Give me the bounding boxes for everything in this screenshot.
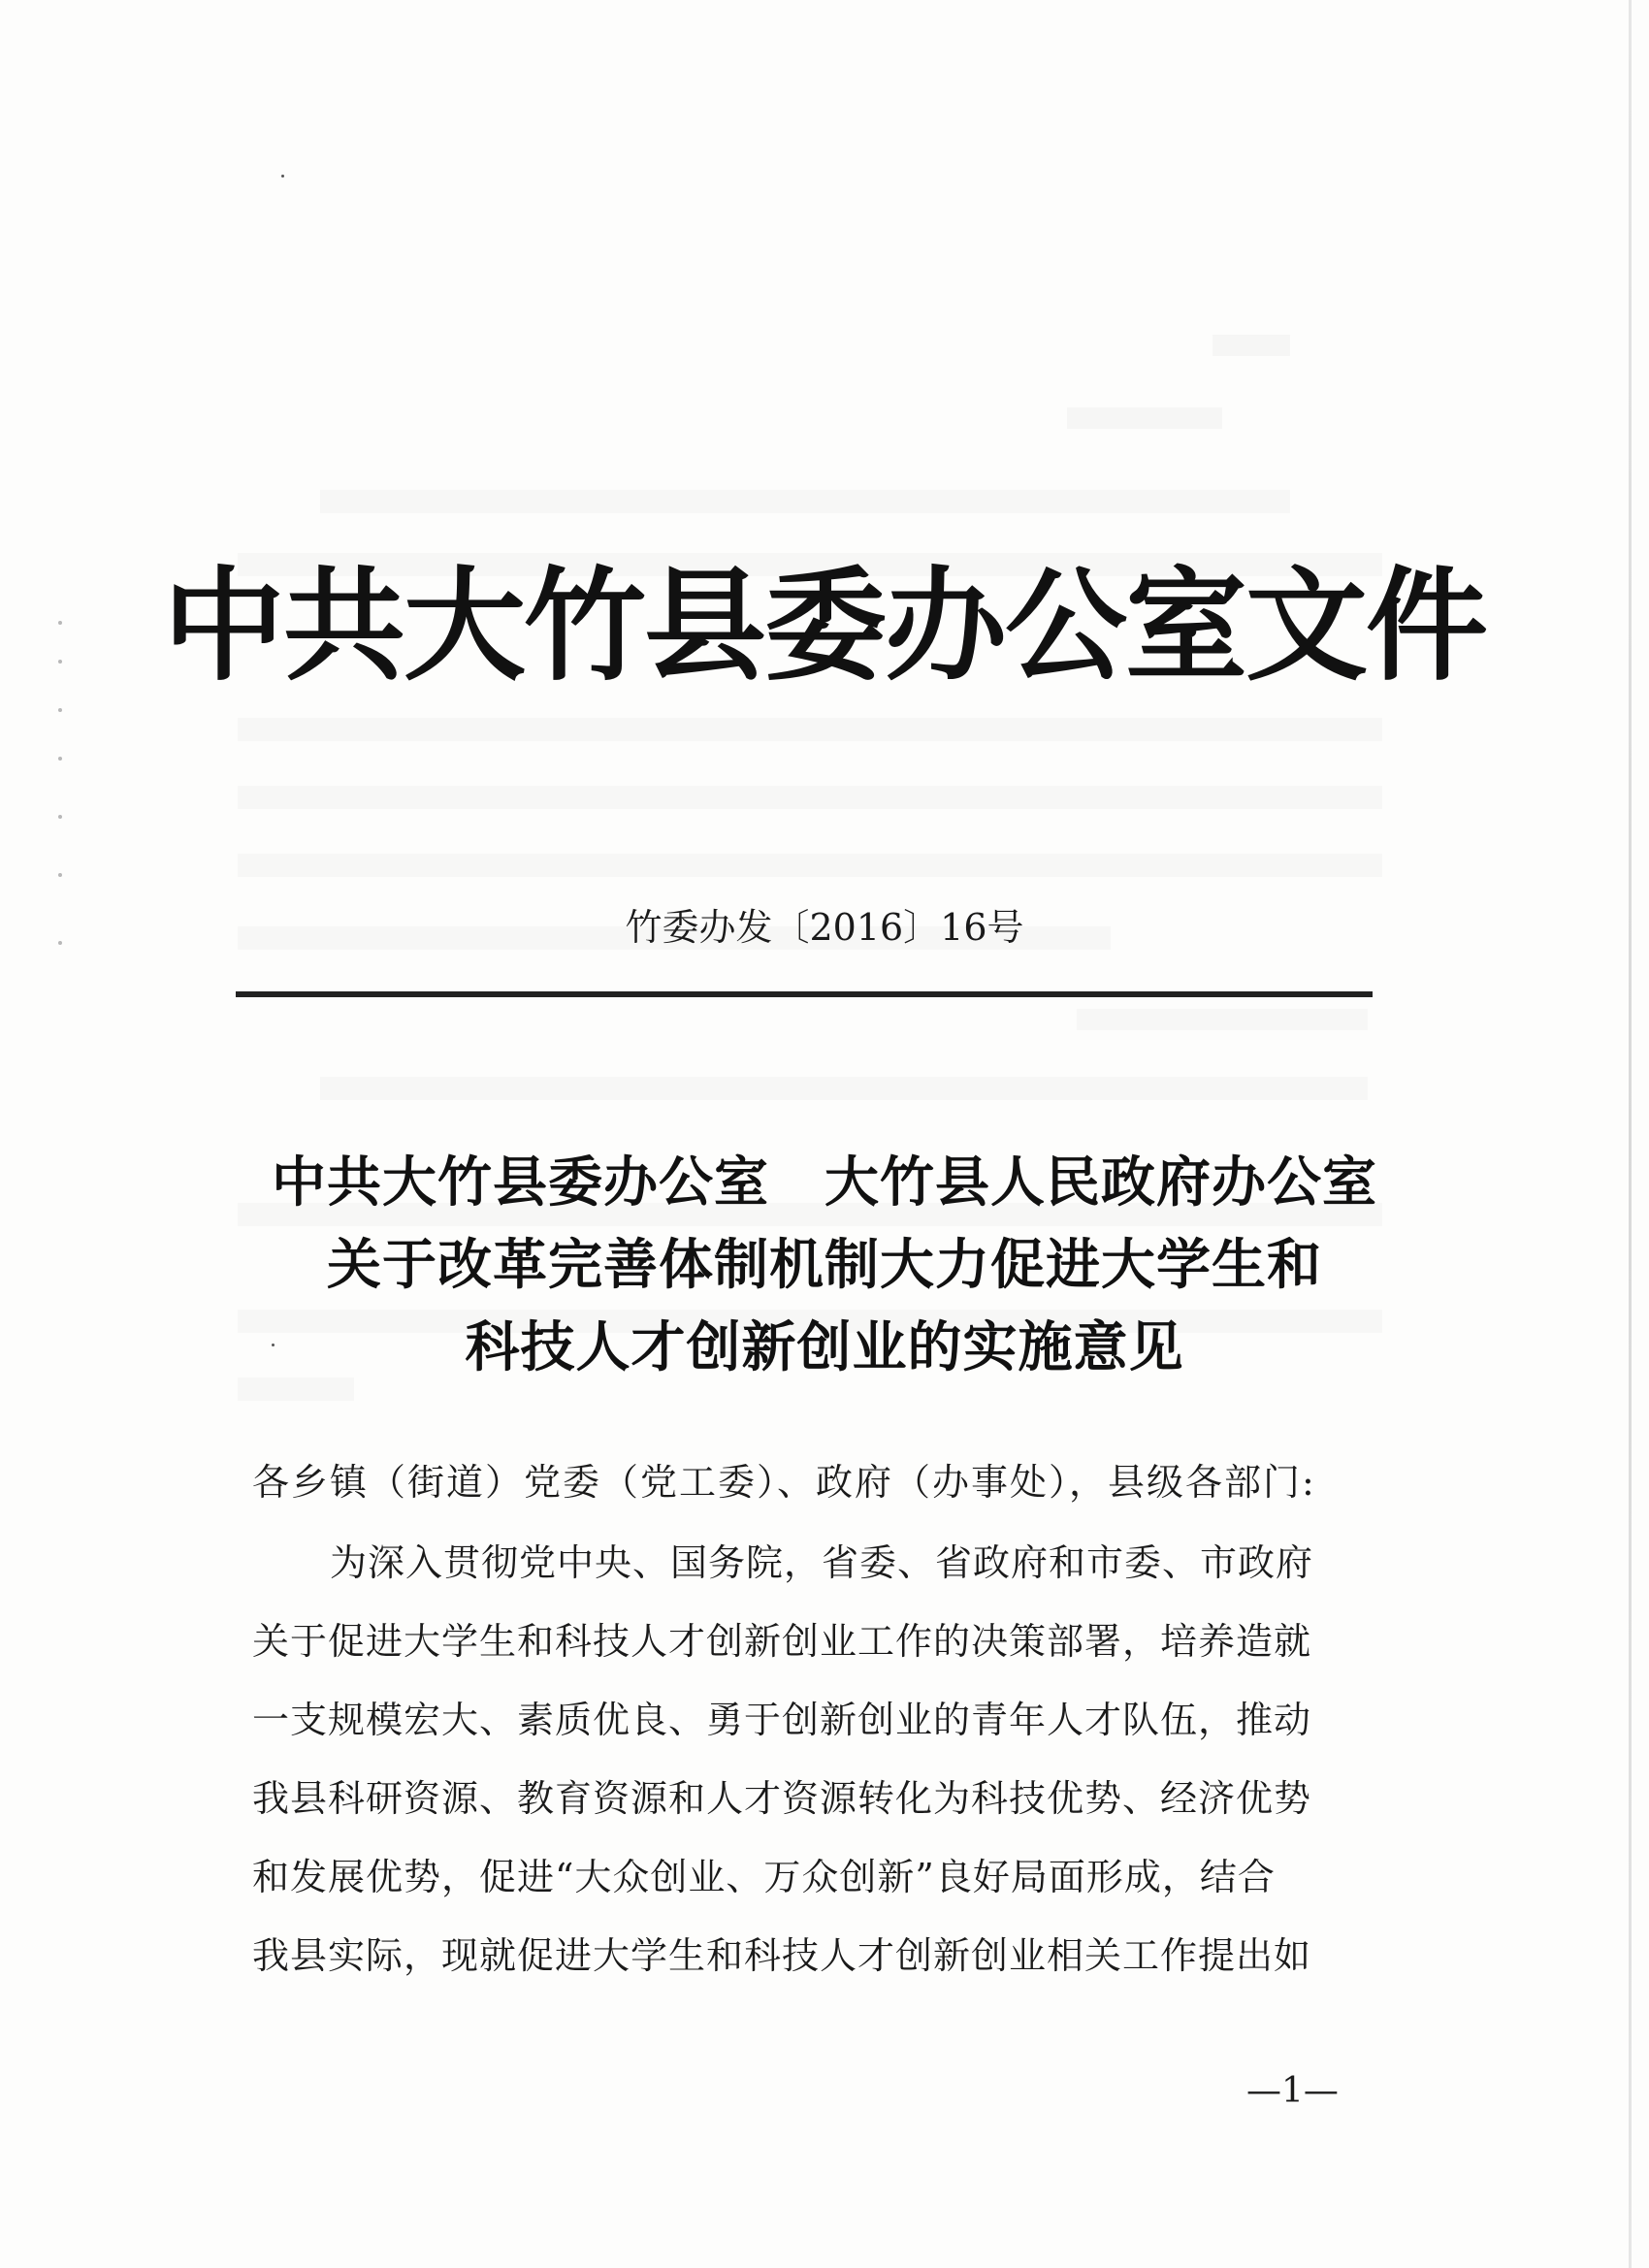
page-edge-shadow [1629, 0, 1632, 2268]
body-line: 一支规模宏大、素质优良、勇于创新创业的青年人才队伍，推动 [252, 1699, 1312, 1741]
body-line: 和发展优势，促进“大众创业、万众创新”良好局面形成，结合 [252, 1856, 1276, 1898]
page-number: —1— [1246, 2071, 1339, 2111]
document-title-line-1: 中共大竹县委办公室 大竹县人民政府办公室 [272, 1150, 1377, 1215]
body-line: 为深入贯彻党中央、国务院，省委、省政府和市委、市政府 [330, 1541, 1314, 1584]
document-title-line-2: 关于改革完善体制机制大力促进大学生和 [327, 1233, 1322, 1297]
body-line: 我县科研资源、教育资源和人才资源转化为科技优势、经济优势 [252, 1777, 1312, 1820]
addressee-line: 各乡镇（街道）党委（党工委）、政府（办事处），县级各部门: [252, 1461, 1316, 1504]
header-divider [236, 991, 1373, 997]
document-number: 竹委办发〔2016〕16号 [625, 906, 1024, 949]
body-line: 我县实际，现就促进大学生和科技人才创新创业相关工作提出如 [252, 1934, 1312, 1977]
document-title-line-3: 科技人才创新创业的实施意见 [465, 1315, 1184, 1379]
body-line: 关于促进大学生和科技人才创新创业工作的决策部署，培养造就 [252, 1620, 1312, 1663]
document-header-title: 中共大竹县委办公室文件 [163, 554, 1486, 697]
speck [281, 175, 284, 178]
